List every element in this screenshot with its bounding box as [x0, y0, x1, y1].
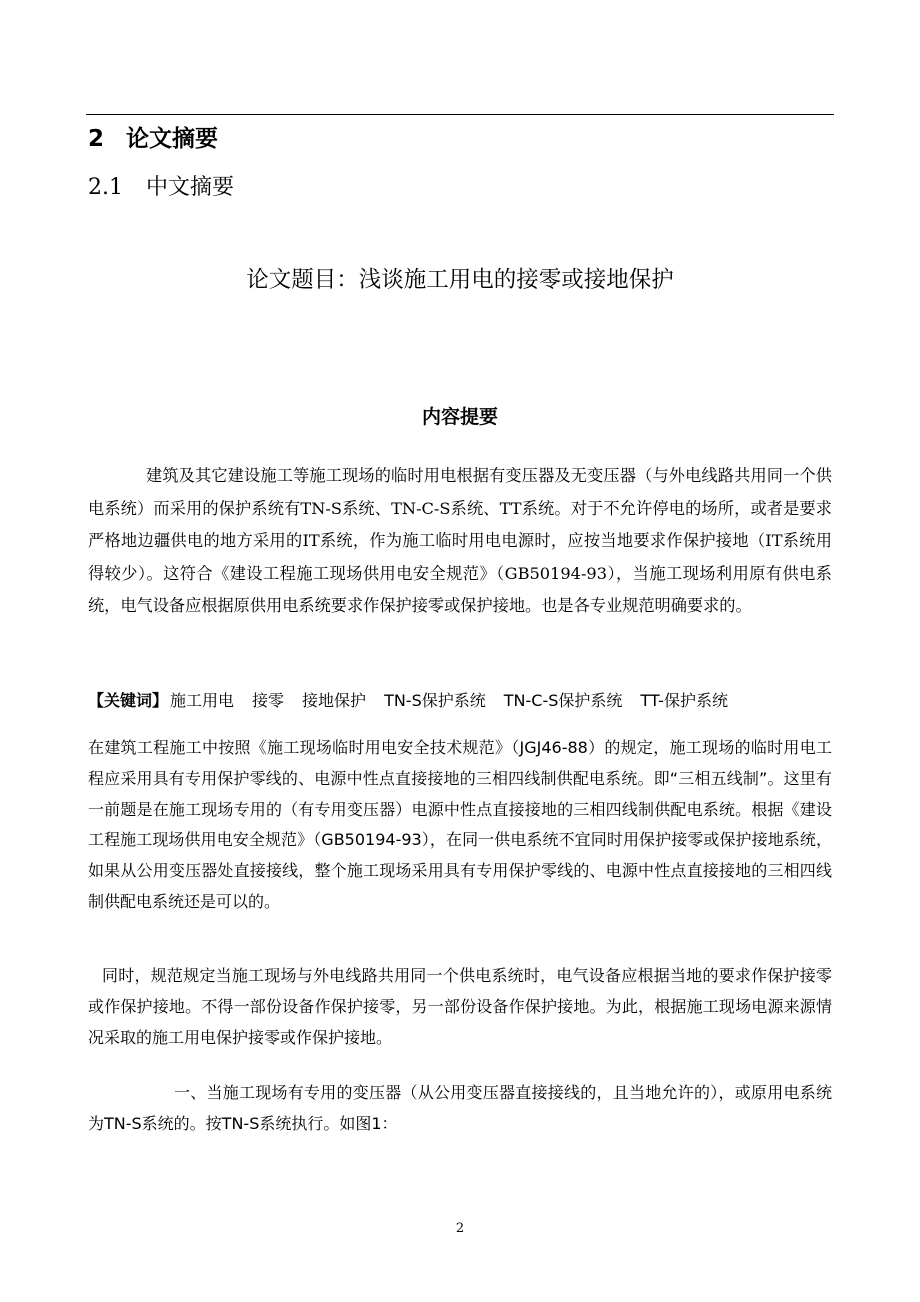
body-paragraph-1: 在建筑工程施工中按照《施工现场临时用电安全技术规范》（JGJ46-88）的规定，施工现场的临时用电工程应采用具有专用保护零线的、电源中性点直接接地的三相四线制供配电系统。即“三相五线制”。这里有一前题是在施工现场专用的（有专用变压器）电源中性点直接接地的三相四线制供配电系统。根据《建设工程施工现场供用电安全规范》（GB50194-93），在同一供电系统不宜同时用保护接零或保护接地系统，如果从公用变压器处直接接线，整个施工现场采用具有专用保护零线的、电源中性点直接接地的三相四线制供配电系统还是可以的。 [88, 738, 832, 911]
abstract-paragraph: 建筑及其它建设施工等施工现场的临时用电根据有变压器及无变压器（与外电线路共用同一个供电系统）而采用的保护系统有TN-S系统、TN-C-S系统、TT系统。对于不允许停电的场所，或者是要求严格地边疆供电的地方采用的IT系统，作为施工临时用电电源时，应按当地要求作保护接地（IT系统用得较少）。这符合《建设工程施工现场供用电安全规范》（GB50194-93），当施工现场利用原有供电系统，电气设备应根据原供用电系统要求作保护接零或保护接地。也是各专业规范明确要求的。 [88, 466, 832, 616]
keyword-term: TT-保护系统 [640, 691, 728, 710]
keyword-term: TN-S保护系统 [384, 691, 486, 710]
keywords-label: 【关键词】 [88, 691, 169, 710]
keyword-term: 接地保护 [302, 691, 367, 710]
body-paragraph-3: 一、当施工现场有专用的变压器（从公用变压器直接接线的，且当地允许的），或原用电系统为TN-S系统的。按TN-S系统执行。如图1： [88, 1083, 832, 1133]
subsection-number: 2.1 [88, 175, 123, 200]
header-rule [86, 114, 834, 115]
keyword-term: 施工用电 [170, 691, 235, 710]
keywords-line [88, 688, 848, 711]
page-number: 2 [455, 1221, 465, 1236]
section-title: 论文摘要 [126, 126, 218, 152]
body-paragraph-2: 同时，规范规定当施工现场与外电线路共用同一个供电系统时，电气设备应根据当地的要求作保护接零或作保护接地。不得一部份设备作保护接零，另一部份设备作保护接地。为此，根据施工现场电源来源情况采取的施工用电保护接零或作保护接地。 [88, 966, 832, 1047]
subsection-heading [88, 170, 234, 201]
keyword-term: TN-C-S保护系统 [503, 691, 623, 710]
keyword-term: 接零 [252, 691, 285, 710]
paper-title: 论文题目：浅谈施工用电的接零或接地保护 [246, 267, 674, 293]
section-heading [88, 120, 218, 153]
subsection-title: 中文摘要 [146, 175, 235, 200]
section-number: 2 [88, 126, 105, 152]
abstract-heading: 内容提要 [421, 406, 498, 428]
